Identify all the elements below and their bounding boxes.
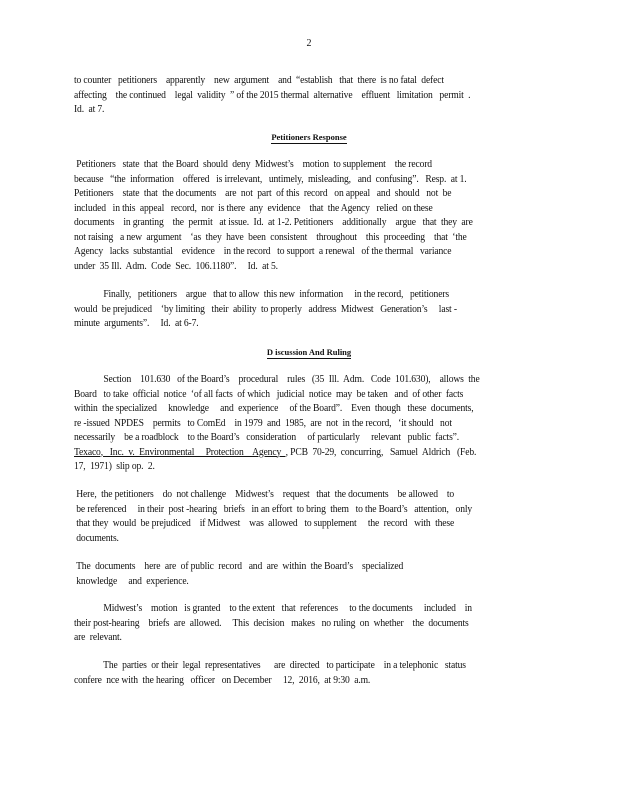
paragraph-ruling-1 (74, 373, 516, 475)
text-line: to counter petitioners apparently new argument and “establish that there is no fatal defect (74, 75, 444, 86)
case-citation: Texaco, Inc. v. Environmental Protection Agency , (74, 446, 288, 458)
text-line: Petitioners state that the Board should deny Midwest’s motion to supplement the record (74, 159, 432, 170)
text-line: documents in granting the permit at issue. Id. at 1-2. Petitioners additionally argue that they are (74, 217, 473, 228)
text-line: confere nce with the hearing officer on December 12, 2016, at 9:30 a.m. (74, 674, 371, 686)
section-heading-ruling (0, 347, 618, 357)
text-line: Here, the petitioners do not challenge Midwest’s request that the documents be allowed to (74, 489, 455, 500)
text-line: Section 101.630 of the Board’s procedural rules (35 Ill. Adm. Code 101.630), allows the (74, 374, 480, 385)
text-line: not raising a new argument ‘as they have been consistent throughout this proceeding that ‘the (74, 231, 467, 243)
text-line: The documents here are of public record and are within the Board’s specialized (74, 561, 404, 572)
text-line: minute arguments”. Id. at 6-7. (74, 318, 199, 329)
section-heading-response (0, 132, 618, 142)
text-line: knowledge and experience. (74, 575, 189, 587)
text-line: because “the information offered is irrelevant, untimely, misleading, and confusing”. Resp. at 1. (74, 173, 467, 185)
paragraph-intro (74, 74, 516, 118)
text-line: documents. (74, 532, 119, 544)
text-line: 17, 1971) slip op. 2. (74, 461, 155, 472)
heading-text: Petitioners Response (271, 132, 347, 142)
text-line: necessarily be a roadblock to the Board’s consideration of particularly relevant public facts”. (74, 432, 460, 443)
page-number: 2 (306, 38, 312, 49)
paragraph-ruling-4 (74, 602, 516, 646)
paragraph-ruling-3 (74, 560, 516, 589)
paragraph-ruling-5 (74, 659, 516, 688)
text-line: Agency lacks substantial evidence in the record to support a renewal of the thermal variance (74, 246, 452, 257)
heading-text: D iscussion And Ruling (266, 347, 352, 357)
text-line: Finally, petitioners argue that to allow this new information in the record, petitioners (74, 289, 449, 300)
text-line: their post-hearing briefs are allowed. This decision makes no ruling on whether the documents (74, 617, 469, 629)
text-line: affecting the continued legal validity ” of the 2015 thermal alternative effluent limitation permit . (74, 89, 471, 101)
text-line: re -issued NPDES permits to ComEd in 1979 and 1985, are not in the record, ‘it should not (74, 417, 452, 429)
text-line: would be prejudiced ‘by limiting their ability to properly address Midwest Generation’s last - (74, 303, 457, 315)
text-line: that they would be prejudiced if Midwest was allowed to supplement the record with these (74, 518, 455, 529)
text-line: Petitioners state that the documents are not part of this record on appeal and should not be (74, 188, 452, 199)
text-line: Board to take official notice ‘of all facts of which judicial notice may be taken and of other facts (74, 388, 464, 400)
text-line: The parties or their legal representatives are directed to participate in a telephonic status (74, 660, 466, 671)
text-line: under 35 Ill. Adm. Code Sec. 106.1180”. Id. at 5. (74, 260, 278, 272)
paragraph-ruling-2 (74, 488, 516, 546)
text-line: Id. at 7. (74, 104, 105, 115)
citation-detail: PCB 70-29, concurring, Samuel Aldrich (Feb. (287, 446, 477, 458)
text-line: are relevant. (74, 632, 122, 643)
text-line: Midwest’s motion is granted to the extent that references to the documents included in (74, 603, 472, 614)
text-line: included in this appeal record, nor is there any evidence that the Agency relied on these (74, 202, 433, 214)
paragraph-response-2 (74, 288, 516, 332)
text-line: be referenced in their post -hearing briefs in an effort to bring them to the Board’s attention, only (74, 503, 473, 515)
citation-line (74, 446, 516, 461)
paragraph-response-1 (74, 158, 516, 274)
text-line: within the specialized knowledge and experience of the Board”. Even though these documents, (74, 403, 474, 414)
